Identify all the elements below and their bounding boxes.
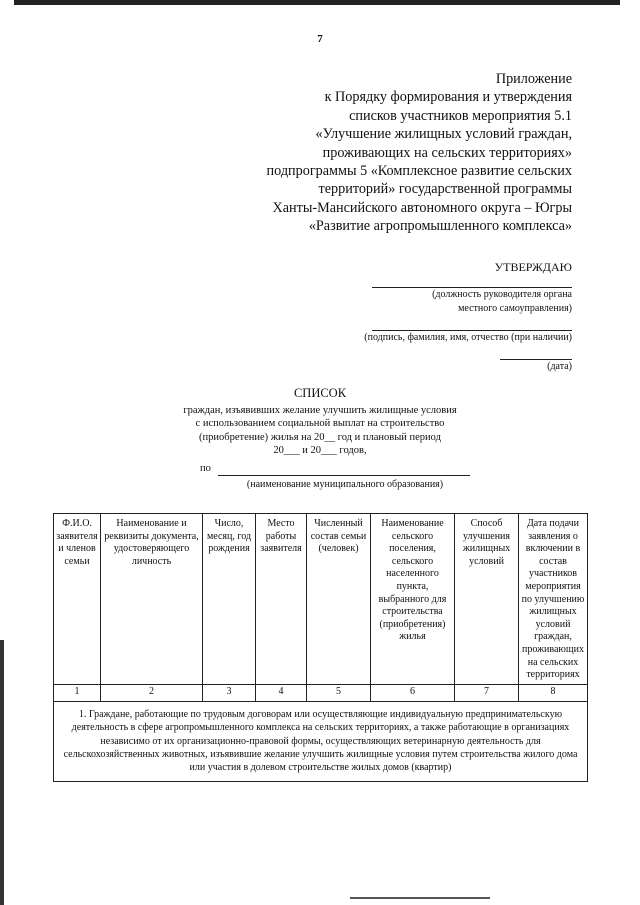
- list-description-line: (приобретение) жилья на 20__ год и плановый период: [199, 431, 441, 443]
- list-description-line: 20___ и 20___ годов,: [273, 445, 367, 457]
- appendix-block: [232, 70, 572, 236]
- municipality-line: [218, 475, 470, 476]
- table-header-cell: Наименование и реквизиты документа, удостоверяющего личность: [101, 514, 203, 685]
- table-number-cell: 6: [371, 684, 455, 701]
- scan-edge-bottom: [350, 897, 490, 899]
- list-title: СПИСОК: [293, 386, 347, 400]
- signature-caption: (подпись, фамилия, имя, отчество (при наличии): [364, 332, 572, 343]
- appendix-line: подпрограммы 5 «Комплексное развитие сельских: [266, 163, 572, 180]
- table-header-row: [54, 514, 588, 685]
- scan-edge-left: [0, 640, 4, 905]
- page-number: 7: [317, 33, 323, 45]
- table-number-row: [54, 684, 588, 701]
- table-number-cell: 7: [455, 684, 519, 701]
- appendix-line: «Улучшение жилищных условий граждан,: [315, 126, 572, 143]
- appendix-line: списков участников мероприятия 5.1: [349, 107, 572, 124]
- date-caption: (дата): [547, 361, 572, 372]
- list-description-line: граждан, изъявивших желание улучшить жилищные условия: [183, 405, 457, 416]
- municipality-caption: (наименование муниципального образования): [246, 479, 444, 490]
- table-number-cell: 4: [256, 684, 307, 701]
- position-caption-line: местного самоуправления): [458, 303, 572, 314]
- list-description: [150, 404, 490, 458]
- table-section-row: [54, 701, 588, 781]
- table-header-cell: Ф.И.О. заявителя и членов семьи: [54, 514, 101, 685]
- appendix-line: к Порядку формирования и утверждения: [324, 89, 572, 106]
- table-header-cell: Место работы заявителя: [256, 514, 307, 685]
- participants-table: [53, 513, 588, 782]
- position-caption: [332, 288, 572, 316]
- municipality-row: [200, 463, 470, 474]
- appendix-line: «Развитие агропромышленного комплекса»: [308, 218, 572, 235]
- appendix-line: Приложение: [495, 71, 572, 87]
- table-header-cell: Дата подачи заявления о включении в состав участников мероприятия по улучшению жилищных условий граждан, проживающих на сельских территориях: [519, 514, 588, 685]
- appendix-line: проживающих на сельских территориях»: [322, 144, 572, 161]
- table-number-cell: 8: [519, 684, 588, 701]
- scan-edge-top: [14, 0, 620, 5]
- table-number-cell: 1: [54, 684, 101, 701]
- approval-heading: УТВЕРЖДАЮ: [494, 260, 572, 274]
- municipality-label: по: [200, 463, 211, 474]
- table-header-cell: Число, месяц, год рождения: [203, 514, 256, 685]
- table-header-cell: Способ улучшения жилищных условий: [455, 514, 519, 685]
- list-description-line: с использованием социальной выплат на строительство: [195, 418, 445, 430]
- table-header-cell: Численный состав семьи (человек): [307, 514, 371, 685]
- table-header-cell: Наименование сельского поселения, сельского населенного пункта, выбранного для строительства (приобретения) жилья: [371, 514, 455, 685]
- appendix-line: территорий» государственной программы: [318, 181, 572, 198]
- position-caption-line: (должность руководителя органа: [432, 289, 572, 300]
- table-number-cell: 5: [307, 684, 371, 701]
- table-number-cell: 2: [101, 684, 203, 701]
- approval-block: [332, 260, 572, 388]
- table-number-cell: 3: [203, 684, 256, 701]
- appendix-line: Ханты-Мансийского автономного округа – Югры: [272, 199, 572, 216]
- table-section-cell: 1. Граждане, работающие по трудовым договорам или осуществляющие индивидуальную предпринимательскую деятельность в сфере агропромышленного комплекса на сельских территориях, а также работающие в организациях независимо от их организационно-правовой формы, осуществляющих ветеринарную деятельность для сельскохозяйственных животных, изъявившие желание улучшить жилищные условия путем строительства жилого дома или участия в долевом строительстве жилых домов (квартир): [54, 701, 588, 781]
